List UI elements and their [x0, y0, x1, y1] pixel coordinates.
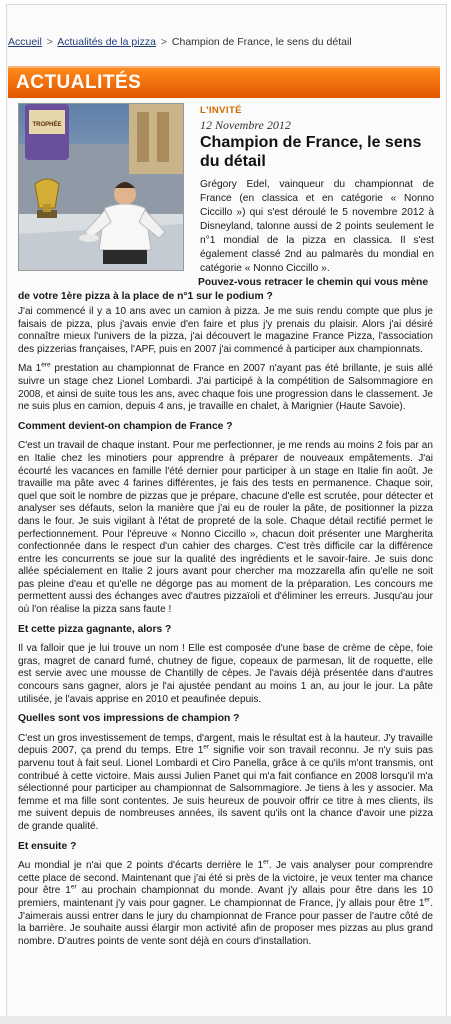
- breadcrumb-separator: >: [46, 36, 53, 48]
- question-heading: Et cette pizza gagnante, alors ?: [18, 623, 172, 635]
- question-line: de votre 1ère pizza à la place de n°1 sur le podium ?: [18, 291, 273, 302]
- article-body: [18, 306, 433, 955]
- answer-paragraph: Il va falloir que je lui trouve un nom ! Elle est composée d'une base de crème de cèpe, foie gras, magret de canard fumé, chutney de figue, copeaux de parmesan, lit de roquette, elle est servie avec une mousse de Chantilly de cèpes. Je l'avais déjà présentée dans d'autres concours sans gagner, alors je l'ai ajustée pendant au moins 1 an, au jour le jour. La pâte utilisée, je l'avais apprise en 2010 et peaufinée depuis.: [18, 643, 433, 705]
- question-line: Pouvez-vous retracer le chemin qui vous mène: [198, 277, 429, 288]
- article-date: 12 Novembre 2012: [200, 118, 291, 132]
- question-heading: [18, 276, 434, 304]
- article-intro: Grégory Edel, vainqueur du championnat de France (en classica et en catégorie « Nonno Ciccillo ») qui s'est déroulé le 5 novembre 2012 à Disneyland, talonne aussi de 2 points seulement le n°1 mondial de la pizza en classica. Il s'est également classé 2nd au palmarès du mondial en catégorie « Nonno Ciccillo ».: [200, 179, 434, 274]
- section-banner: [8, 66, 440, 98]
- article-kicker: L'INVITÉ: [200, 105, 242, 116]
- breadcrumb: [8, 36, 352, 48]
- answer-paragraph: J'ai commencé il y a 10 ans avec un camion à pizza. Je me suis rendu compte que plus je faisais de pizza, plus j'avais envie d'en faire et plus j'y prenais du plaisir. Alors j'ai désiré connaître mieux l'univers de la pizza, j'ai découvert le magazine France Pizza, l'association des pizzerias françaises, l'APF, puis en 2007 j'ai commencé à participer aux championnats.: [18, 306, 433, 355]
- breadcrumb-home-link[interactable]: Accueil: [8, 36, 42, 48]
- breadcrumb-section-link[interactable]: Actualités de la pizza: [57, 36, 156, 48]
- breadcrumb-current: Champion de France, le sens du détail: [171, 36, 352, 48]
- trophy-sign-lettering: TROPHÉE: [32, 122, 62, 128]
- answer-paragraph: Au mondial je n'ai que 2 points d'écarts derrière le 1er. Je vais analyser pour comprendre cette place de second. Maintenant que j'ai été si près de la victoire, je veux tenter ma chance pour être 1er au prochain championnat du monde. Avant j'y allais pour être dans les 10 premiers, maintenant j'y vais pour gagner. Le championnat de France, j'y allais pour être 1er. J'aimerais aussi entrer dans le jury du championnat de France pour passer de l'autre côté de la barrière. Je souhaite aussi élargir mon activité afin de proposer mes pizzas au plus grand nombre. D'autres points de vente sont déjà en cours d'installation.: [18, 858, 434, 947]
- question-heading: Et ensuite ?: [18, 840, 77, 852]
- breadcrumb-separator: >: [160, 36, 167, 48]
- question-heading: Comment devient-on champion de France ?: [18, 420, 233, 432]
- question-heading: Quelles sont vos impressions de champion ?: [18, 713, 240, 725]
- article-photo: [18, 103, 184, 271]
- answer-paragraph: C'est un travail de chaque instant. Pour me perfectionner, je me rends au moins 2 fois par an en Italie chez les minotiers pour apprendre à préparer de nouveaux empâtements. J'ai écourté les vacances en famille l'été dernier pour participer à un stage en Italie fin août. Je travaille ma pâte avec 4 farines différentes, je fais des tests en permanence. Chaque soir, quel que soit le nombre de pizzas que je prépare, chacune d'elle est scrutée, pour détecter et analyser ses défauts, selon la manière que j'ai eu de rouler la pâte, de positionner la pizza dans le four. Je suis vigilant à l'état de propreté de la sole. Chaque détail rectifié permet le perfectionnement. Pour l'épreuve « Nonno Ciccillo », chacun doit présenter une Margherita confectionnée dans le respect d'un cahier des charges. C'est très difficile car la différence entre les concurrents se joue sur la qualité des ingrédients et le savoir-faire. Je suis donc allée spécialement en Italie 2 jours avant pour chercher ma mozzarella afin qu'elle ne soit pas pleine d'eau et qu'elle ne dégorge pas au moment de la préparation. Les concours me permettent aussi des échanges avec d'autres pizzaïoli et d'éliminer les erreurs. Jusqu'au jour où l'on réalise la pizza sans faute !: [18, 440, 433, 616]
- page-bottom-edge: [0, 1016, 451, 1024]
- chef-with-trophy-image: [19, 104, 183, 270]
- answer-paragraph: C'est un gros investissement de temps, d'argent, mais le résultat est à la hauteur. J'y travaille depuis 2007, ça prend du temps. Etre 1er signifie voir son travail reconnu. Je n'y suis pas parvenu tout à fait seul. Lionel Lombardi et Ciro Panella, grâce à ce qu'ils m'ont transmis, ont contribué à cette victoire. Mais aussi Julien Panet qui m'a fait confiance en 2008 lorsqu'il m'a sélectionné pour participer au championnat de Salsommagiore. Je tiens à les y associer. Ma femme et ma fille sont contentes. Je suis heureux de pouvoir offrir ce titre à mes clients, ils me suivent depuis de nombreuses années, ils savent qu'ils ont la chance d'avoir une pizza de grande qualité.: [18, 732, 433, 832]
- answer-paragraph: Ma 1ère prestation au championnat de France en 2007 n'ayant pas été brillante, je suis allé suivre un stage chez Lionel Lombardi. J'ai participé à la compétition de Salsommagiore en 2008, et ainsi de suite tous les ans, avec chaque fois une progression dans le classement. Je ne suis plus en camion, depuis 4 ans, je travaille en chalet, à Marignier (Haute Savoie).: [18, 362, 433, 413]
- article-title: Champion de France, le sens du détail: [200, 134, 422, 170]
- section-banner-label: ACTUALITÉS: [16, 72, 142, 93]
